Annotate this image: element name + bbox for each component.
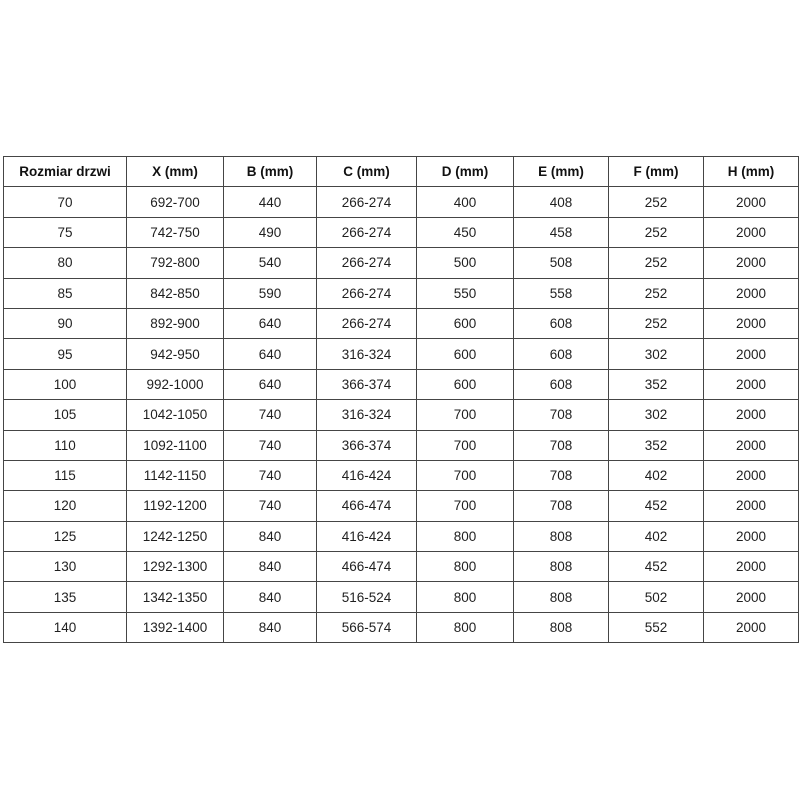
column-header-x: X (mm)	[127, 157, 224, 187]
table-row	[4, 521, 799, 551]
table-cell: 90	[4, 308, 127, 338]
table-row	[4, 278, 799, 308]
door-size-table	[3, 156, 799, 643]
table-cell: 808	[514, 552, 609, 582]
table-cell: 450	[417, 217, 514, 247]
table-cell: 2000	[704, 369, 799, 399]
table-cell: 700	[417, 460, 514, 490]
table-cell: 408	[514, 187, 609, 217]
table-cell: 808	[514, 582, 609, 612]
table-cell: 2000	[704, 491, 799, 521]
table-cell: 608	[514, 308, 609, 338]
table-cell: 352	[609, 430, 704, 460]
table-cell: 540	[224, 248, 317, 278]
table-cell: 1392-1400	[127, 612, 224, 642]
column-header-rozmiar-drzwi: Rozmiar drzwi	[4, 157, 127, 187]
table-cell: 115	[4, 460, 127, 490]
table-cell: 742-750	[127, 217, 224, 247]
table-cell: 366-374	[317, 430, 417, 460]
column-header-f: F (mm)	[609, 157, 704, 187]
table-cell: 1142-1150	[127, 460, 224, 490]
column-header-e: E (mm)	[514, 157, 609, 187]
table-cell: 740	[224, 491, 317, 521]
table-cell: 600	[417, 369, 514, 399]
table-cell: 508	[514, 248, 609, 278]
table-cell: 80	[4, 248, 127, 278]
column-header-d: D (mm)	[417, 157, 514, 187]
table-cell: 992-1000	[127, 369, 224, 399]
table-cell: 266-274	[317, 187, 417, 217]
table-cell: 105	[4, 400, 127, 430]
table-cell: 700	[417, 430, 514, 460]
table-cell: 640	[224, 339, 317, 369]
table-cell: 840	[224, 582, 317, 612]
table-cell: 1192-1200	[127, 491, 224, 521]
table-cell: 1242-1250	[127, 521, 224, 551]
table-cell: 75	[4, 217, 127, 247]
table-cell: 708	[514, 430, 609, 460]
table-cell: 2000	[704, 339, 799, 369]
table-cell: 252	[609, 308, 704, 338]
table-cell: 70	[4, 187, 127, 217]
table-cell: 95	[4, 339, 127, 369]
table-cell: 700	[417, 400, 514, 430]
table-cell: 2000	[704, 552, 799, 582]
table-cell: 316-324	[317, 339, 417, 369]
table-cell: 2000	[704, 582, 799, 612]
table-cell: 1042-1050	[127, 400, 224, 430]
table-cell: 1342-1350	[127, 582, 224, 612]
table-cell: 100	[4, 369, 127, 399]
table-cell: 708	[514, 400, 609, 430]
table-cell: 2000	[704, 278, 799, 308]
table-cell: 452	[609, 552, 704, 582]
table-cell: 2000	[704, 308, 799, 338]
table-cell: 252	[609, 217, 704, 247]
table-cell: 600	[417, 339, 514, 369]
table-cell: 302	[609, 339, 704, 369]
table-cell: 550	[417, 278, 514, 308]
table-cell: 135	[4, 582, 127, 612]
table-cell: 466-474	[317, 552, 417, 582]
table-row	[4, 339, 799, 369]
table-cell: 2000	[704, 217, 799, 247]
table-cell: 2000	[704, 248, 799, 278]
table-cell: 942-950	[127, 339, 224, 369]
table-cell: 840	[224, 552, 317, 582]
column-header-c: C (mm)	[317, 157, 417, 187]
table-cell: 2000	[704, 612, 799, 642]
table-cell: 1292-1300	[127, 552, 224, 582]
table-cell: 800	[417, 612, 514, 642]
table-cell: 800	[417, 521, 514, 551]
table-cell: 502	[609, 582, 704, 612]
table-cell: 266-274	[317, 308, 417, 338]
table-cell: 792-800	[127, 248, 224, 278]
table-row	[4, 308, 799, 338]
table-cell: 2000	[704, 400, 799, 430]
table-cell: 808	[514, 612, 609, 642]
table-row	[4, 582, 799, 612]
table-cell: 2000	[704, 187, 799, 217]
header-row	[4, 157, 799, 187]
table-cell: 800	[417, 582, 514, 612]
table-cell: 842-850	[127, 278, 224, 308]
table-cell: 125	[4, 521, 127, 551]
table-row	[4, 430, 799, 460]
table-cell: 590	[224, 278, 317, 308]
table-cell: 85	[4, 278, 127, 308]
table-cell: 800	[417, 552, 514, 582]
table-cell: 402	[609, 521, 704, 551]
table-cell: 700	[417, 491, 514, 521]
table-cell: 252	[609, 278, 704, 308]
table-cell: 808	[514, 521, 609, 551]
table-cell: 452	[609, 491, 704, 521]
table-cell: 740	[224, 430, 317, 460]
table-cell: 566-574	[317, 612, 417, 642]
table-cell: 316-324	[317, 400, 417, 430]
table-cell: 366-374	[317, 369, 417, 399]
column-header-b: B (mm)	[224, 157, 317, 187]
table-cell: 458	[514, 217, 609, 247]
table-cell: 2000	[704, 430, 799, 460]
table-cell: 266-274	[317, 278, 417, 308]
table-cell: 558	[514, 278, 609, 308]
table-cell: 740	[224, 460, 317, 490]
table-cell: 440	[224, 187, 317, 217]
table-row	[4, 369, 799, 399]
table-cell: 400	[417, 187, 514, 217]
table-cell: 352	[609, 369, 704, 399]
table-cell: 500	[417, 248, 514, 278]
table-cell: 692-700	[127, 187, 224, 217]
table-cell: 740	[224, 400, 317, 430]
table-cell: 2000	[704, 521, 799, 551]
table-cell: 402	[609, 460, 704, 490]
table-cell: 2000	[704, 460, 799, 490]
table-row	[4, 217, 799, 247]
table-row	[4, 460, 799, 490]
table-body	[4, 187, 799, 643]
table-cell: 416-424	[317, 460, 417, 490]
table-cell: 840	[224, 521, 317, 551]
table-cell: 466-474	[317, 491, 417, 521]
table-cell: 130	[4, 552, 127, 582]
table-row	[4, 491, 799, 521]
table-cell: 140	[4, 612, 127, 642]
table-cell: 110	[4, 430, 127, 460]
table-cell: 516-524	[317, 582, 417, 612]
table-cell: 608	[514, 339, 609, 369]
table-cell: 302	[609, 400, 704, 430]
table-cell: 600	[417, 308, 514, 338]
table-cell: 708	[514, 460, 609, 490]
table-cell: 892-900	[127, 308, 224, 338]
table-cell: 266-274	[317, 217, 417, 247]
table-cell: 640	[224, 369, 317, 399]
table-row	[4, 187, 799, 217]
table-cell: 1092-1100	[127, 430, 224, 460]
door-size-table-container	[3, 156, 798, 643]
table-row	[4, 552, 799, 582]
table-cell: 252	[609, 187, 704, 217]
table-row	[4, 612, 799, 642]
column-header-h: H (mm)	[704, 157, 799, 187]
table-cell: 120	[4, 491, 127, 521]
table-cell: 840	[224, 612, 317, 642]
table-cell: 490	[224, 217, 317, 247]
table-cell: 640	[224, 308, 317, 338]
table-cell: 608	[514, 369, 609, 399]
table-row	[4, 248, 799, 278]
table-cell: 552	[609, 612, 704, 642]
table-cell: 252	[609, 248, 704, 278]
table-cell: 416-424	[317, 521, 417, 551]
table-row	[4, 400, 799, 430]
table-cell: 266-274	[317, 248, 417, 278]
table-cell: 708	[514, 491, 609, 521]
